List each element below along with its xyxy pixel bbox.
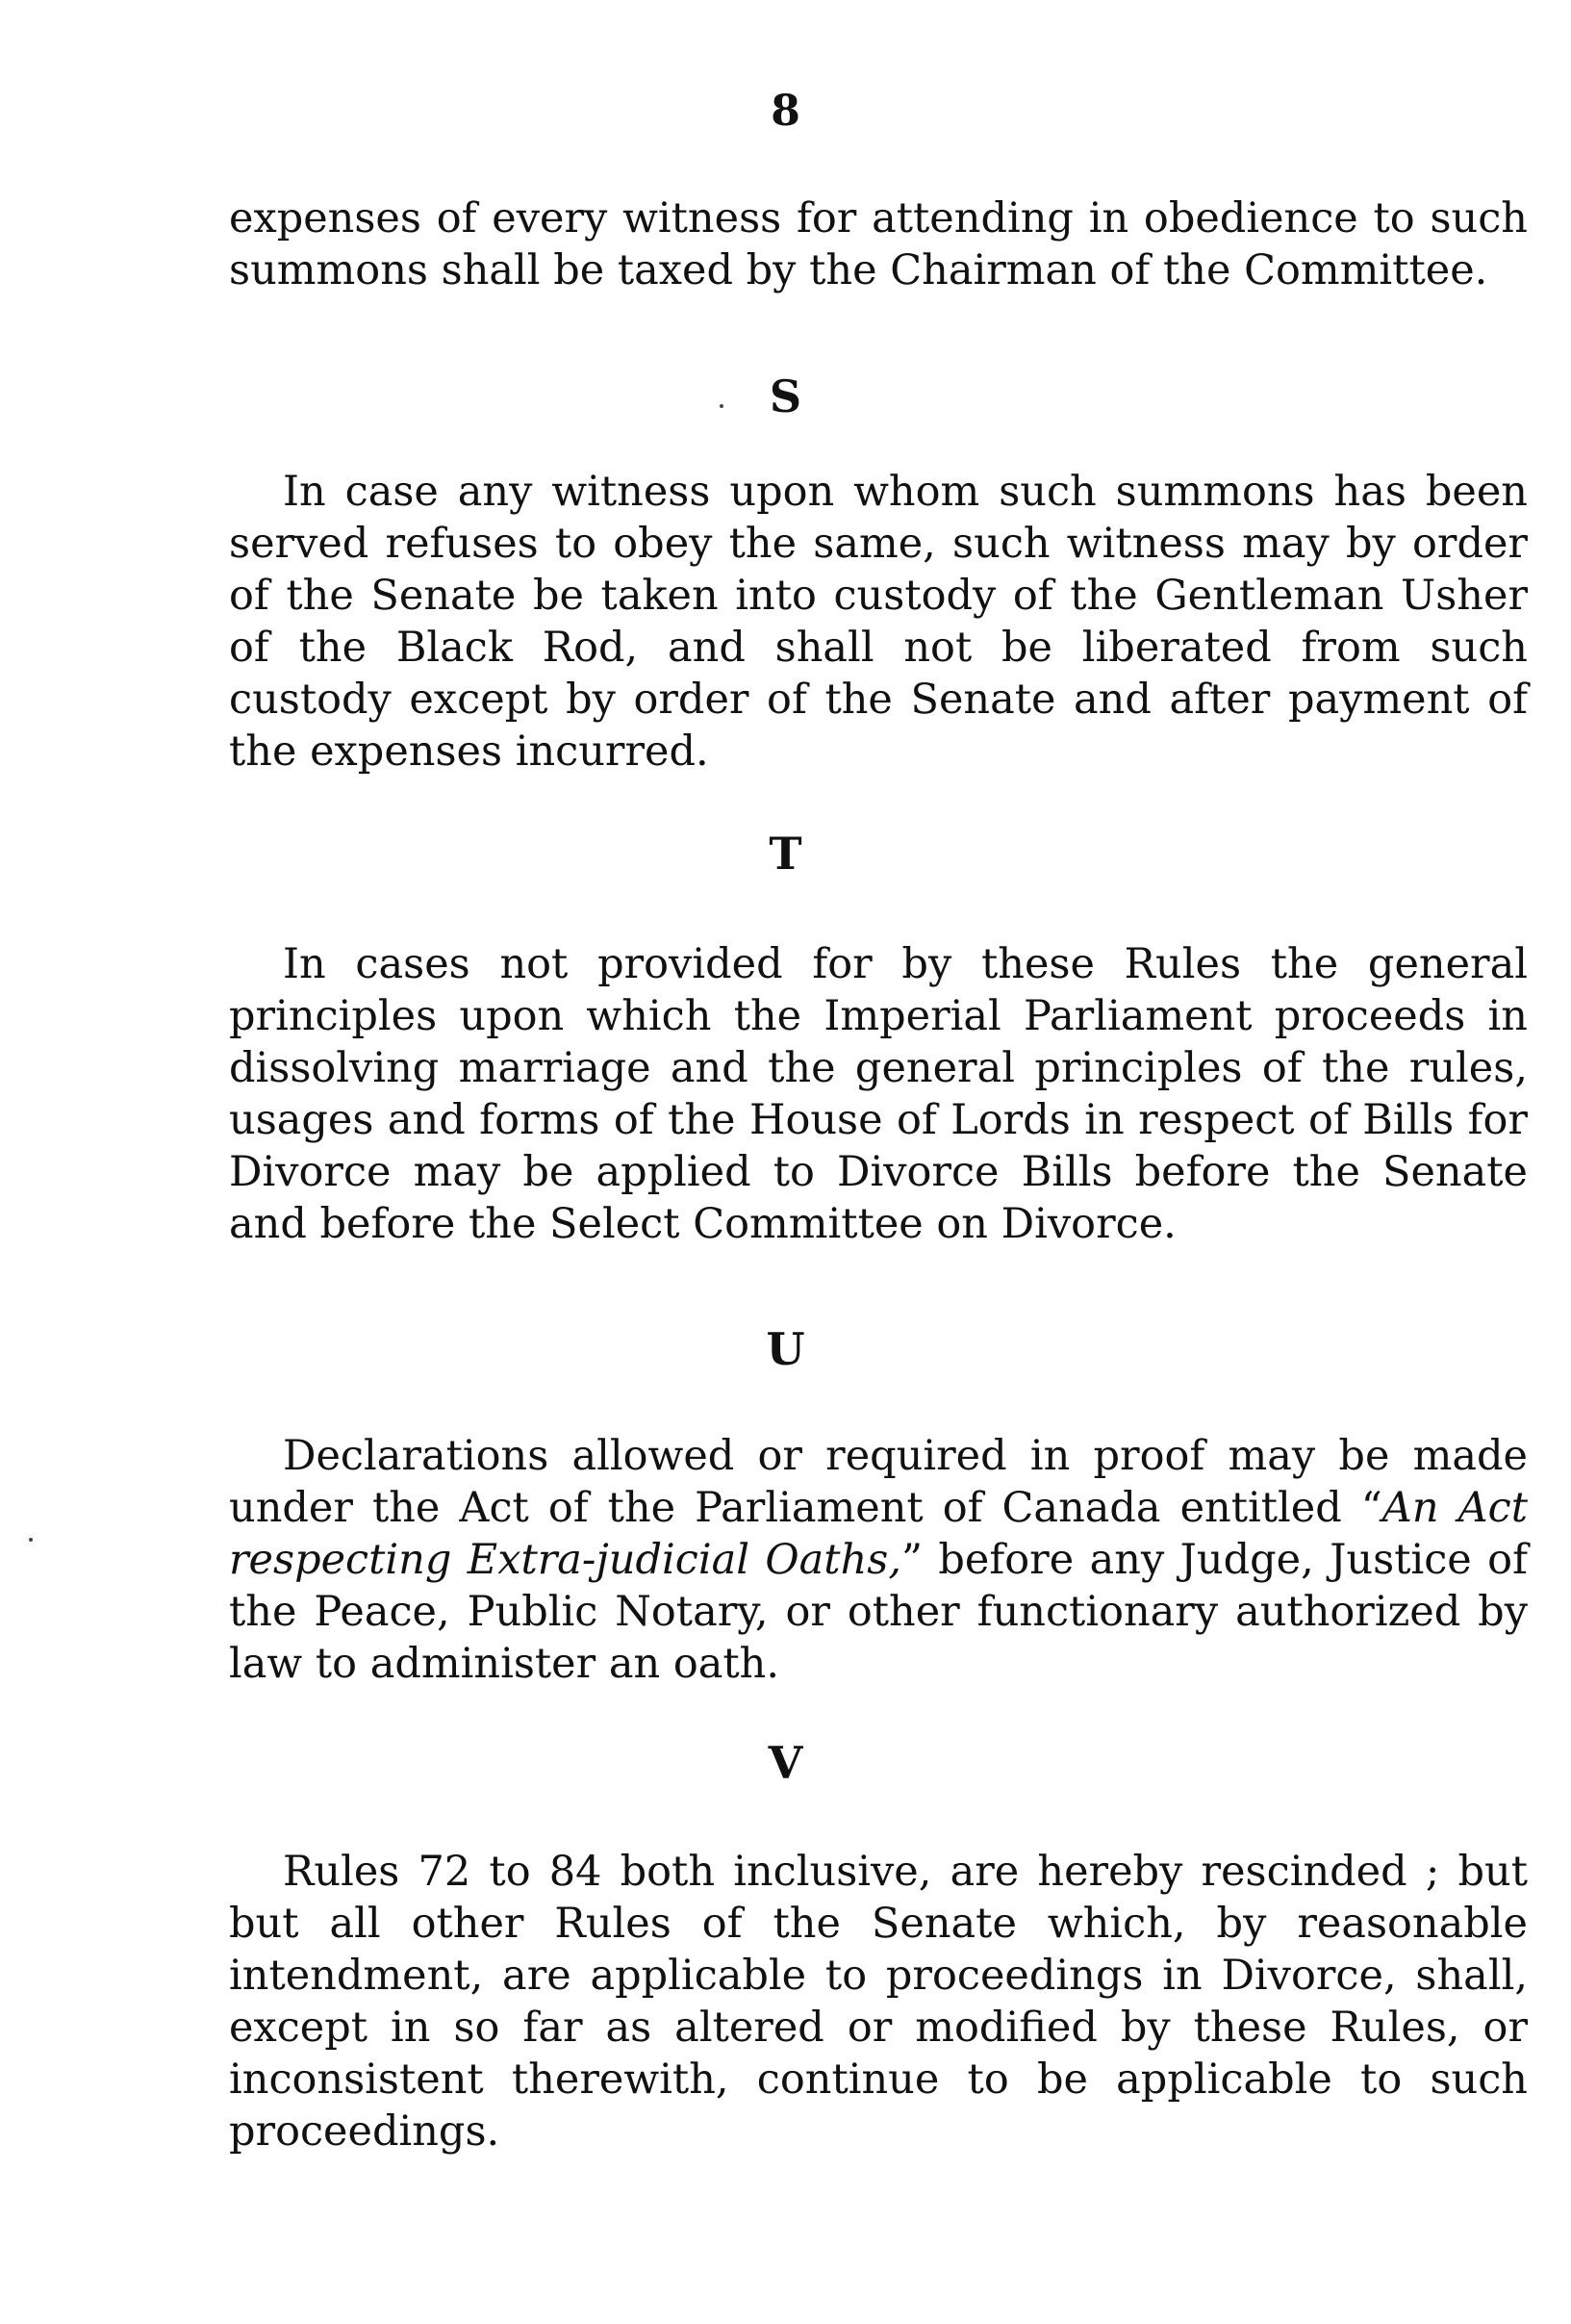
section-u-text-after: ” before any Judge, Justice of the Peace, Public Notary, or other functionary authorized by law to administer an oath.: [229, 1536, 1528, 1688]
section-u-paragraph: [229, 1430, 1528, 1690]
act-title: An Act respecting Extra-judicial Oaths,: [229, 1484, 1528, 1584]
page-number: 8: [771, 87, 800, 136]
section-letter-v: V: [768, 1737, 803, 1789]
opening-paragraph: expenses of every witness for attending in obedience to such summons shall be taxed by the Chairman of the Committee.: [229, 194, 1528, 294]
opening-paragraph-block: [229, 192, 1528, 296]
section-letter-t: T: [769, 828, 802, 880]
section-u-text-before: Declarations allowed or required in proof may be made under the Act of the Parliament of Canada entitled “: [229, 1432, 1528, 1532]
section-letter-s: S: [769, 370, 802, 422]
section-s-paragraph: In case any witness upon whom such summons has been served refuses to obey the same, such witness may by order of the Senate be taken into custody of the Gentleman Usher of the Black Rod, and shall not be liberated from such custody except by order of the Senate and after payment of the expenses incurred.: [229, 468, 1528, 776]
section-u-block: [229, 1430, 1528, 1690]
section-letter-u: U: [766, 1323, 805, 1375]
section-s-block: [229, 466, 1528, 778]
section-v-paragraph: Rules 72 to 84 both inclusive, are hereby rescinded ; but but all other Rules of the Senate which, by reasonable intendment, are applicable to proceedings in Divorce, shall, except in so far as altered or modified by these Rules, or inconsistent therewith, continue to be applicable to such proceedings.: [229, 1848, 1528, 2156]
section-v-block: [229, 1846, 1528, 2158]
section-t-block: [229, 938, 1528, 1250]
margin-mark: [29, 1538, 33, 1542]
section-t-paragraph: In cases not provided for by these Rules the general principles upon which the Imperial Parliament proceeds in dissolving marriage and the general principles of the rules, usages and forms of the House of Lords in respect of Bills for Divorce may be applied to Divorce Bills before the Senate and before the Select Committee on Divorce.: [229, 940, 1528, 1248]
